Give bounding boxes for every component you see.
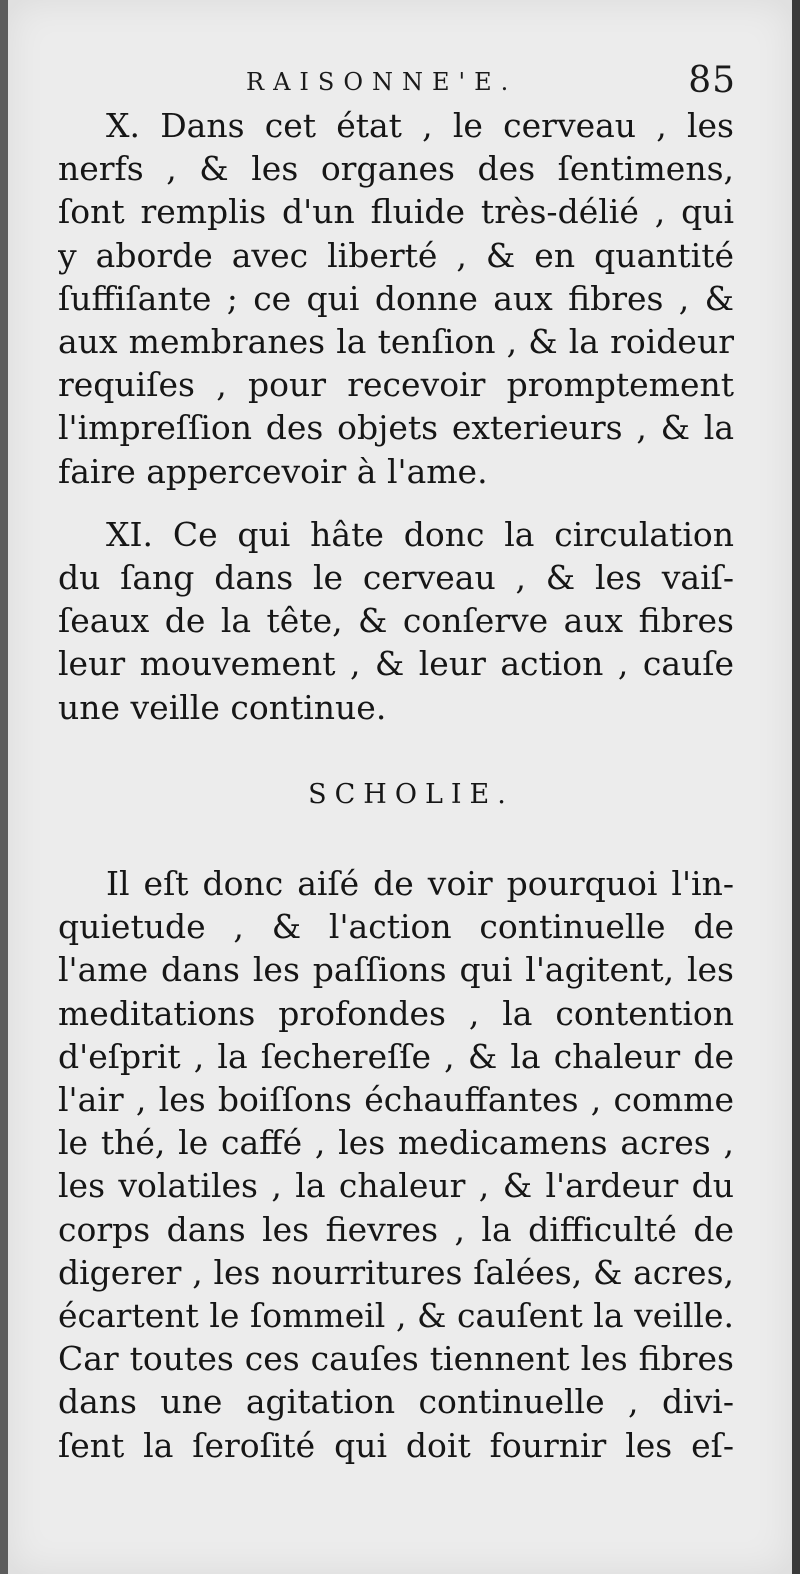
- running-title: RAISONNE'E.: [246, 68, 518, 96]
- text-line: l'ame dans les paſſions qui l'agitent, les: [58, 950, 734, 990]
- page-number: 85: [688, 60, 736, 101]
- text-line: ſont remplis d'un fluide très-délié , qui: [58, 192, 734, 232]
- text-line: X. Dans cet état , le cerveau , les: [106, 106, 734, 145]
- text-line: XI. Ce qui hâte donc la circulation: [106, 514, 734, 554]
- text-line: une veille continue.: [58, 687, 387, 727]
- text-line: les volatiles , la chaleur , & l'ardeur du: [58, 1166, 734, 1206]
- running-head: [8, 60, 792, 100]
- paragraph-xi: [58, 513, 734, 729]
- text-line: dans une agitation continuelle , divi-: [58, 1382, 734, 1422]
- text-line: le thé, le caffé , les medicamens acres ,: [58, 1123, 734, 1163]
- text-line: ſuffiſante ; ce qui donne aux fibres , &: [58, 278, 734, 318]
- text-line: faire appercevoir à l'ame.: [58, 451, 488, 491]
- paragraph-scholie: [58, 862, 734, 1467]
- text-line: ſent la ſeroſité qui doit fournir les eſ-: [58, 1425, 734, 1465]
- text-line: requiſes , pour recevoir promptement: [58, 365, 734, 405]
- text-line: du ſang dans le cerveau , & les vaiſ-: [58, 558, 734, 598]
- text-line: Car toutes ces cauſes tiennent les fibres: [58, 1339, 734, 1379]
- page-right-edge: [792, 0, 800, 1574]
- text-line: écartent le ſommeil , & cauſent la veille.: [58, 1296, 734, 1336]
- text-line: d'eſprit , la ſechereſſe , & la chaleur de: [58, 1036, 734, 1076]
- page-left-edge: [0, 0, 8, 1574]
- paragraph-gap: [58, 493, 734, 513]
- text-line: ſeaux de la tête, & conſerve aux fibres: [58, 601, 734, 641]
- text-line: l'air , les boiſſons échauffantes , comme: [58, 1080, 734, 1120]
- section-heading: SCHOLIE.: [308, 778, 514, 810]
- text-line: nerfs , & les organes des ſentimens,: [58, 149, 734, 189]
- text-line: quietude , & l'action continuelle de: [58, 907, 734, 947]
- text-line: Il eſt donc aiſé de voir pourquoi l'in-: [106, 864, 734, 904]
- book-page: [8, 0, 792, 1574]
- paragraph-x: [58, 104, 734, 493]
- text-line: digerer , les nourritures ſalées, & acres,: [58, 1252, 734, 1292]
- text-line: l'impreſſion des objets exterieurs , & la: [58, 408, 734, 448]
- text-line: corps dans les fievres , la difficulté de: [58, 1209, 734, 1249]
- text-line: leur mouvement , & leur action , cauſe: [58, 644, 734, 684]
- text-line: aux membranes la tenſion , & la roideur: [58, 322, 734, 362]
- text-line: meditations profondes , la contention: [58, 993, 734, 1033]
- text-line: y aborde avec liberté , & en quantité: [58, 235, 734, 275]
- text-block: [58, 104, 734, 1467]
